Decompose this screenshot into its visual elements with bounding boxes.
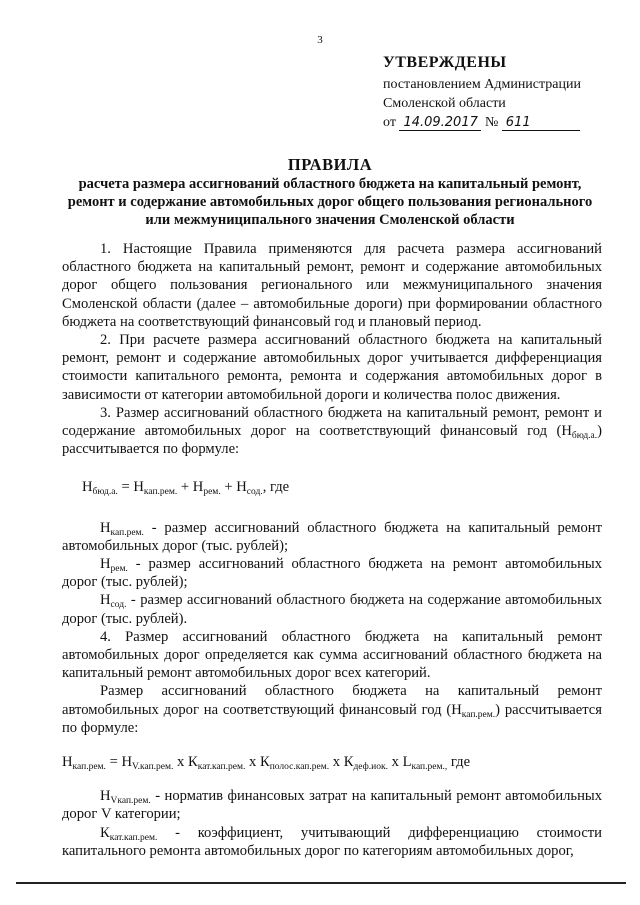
document-title bbox=[60, 156, 600, 229]
formula-total: $Н_{бюд.а.} = Н_{кап.рем.} + Н_{рем.} + Н_{сод.}$, где bbox=[82, 479, 290, 498]
bottom-rule bbox=[16, 882, 626, 884]
title-main: ПРАВИЛА bbox=[287, 155, 373, 174]
approval-line-1: постановлением Администрации bbox=[383, 77, 581, 92]
handwritten-number: 611 bbox=[502, 116, 580, 131]
definition-kkat: $К_{кат.кап.рем.}$ - коэффициент, учитывающий дифференциацию стоимости капитального ремонта автомобильных дорог по категориям автомобильных дорог, bbox=[62, 824, 602, 859]
from-label: от bbox=[383, 115, 396, 130]
page-number: 3 bbox=[317, 34, 323, 46]
paragraph-3: 3. Размер ассигнований областного бюджета на капитальный ремонт, ремонт и содержание автомобильных дорог на соответствующий финансовый год $(Н_{бюд.а.})$ рассчитывается по формуле: bbox=[62, 404, 602, 458]
approval-date-line bbox=[383, 113, 623, 132]
title-subtitle: расчета размера ассигнований областного бюджета на капитальный ремонт, ремонт и содержание автомобильных дорог общего пользования регионального или межмуниципального значения Смоленской области bbox=[67, 176, 593, 228]
definition-rem: $Н_{рем.}$ - размер ассигнований областного бюджета на ремонт автомобильных дорог (тыс. рублей); bbox=[62, 556, 602, 591]
paragraph-4: 4. Размер ассигнований областного бюджета на капитальный ремонт автомобильных дорог определяется как сумма ассигнований областного бюджета на капитальный ремонт автомобильных дорог всех категорий. bbox=[62, 628, 602, 682]
handwritten-date: 14.09.2017 bbox=[399, 116, 481, 131]
number-label: № bbox=[484, 115, 499, 130]
document-body bbox=[62, 240, 602, 860]
definition-nv: $Н_{Vкап.рем.}$ - норматив финансовых затрат на капитальный ремонт автомобильных дорог V категории; bbox=[62, 788, 602, 823]
approval-stamp bbox=[383, 53, 623, 132]
paragraph-2: 2. При расчете размера ассигнований областного бюджета на капитальный ремонт, ремонт и содержание автомобильных дорог учитывается дифференциация стоимости капитального ремонта, ремонта и содержания автомобильных дорог в зависимости от категории автомобильной дороги и количества полос движения. bbox=[62, 332, 602, 403]
formula-kap-rem: $Н_{кап.рем.} = Н_{V.кап.рем.}$ x $К_{кат.кап.рем.}$ x $К_{полос.кап.рем.}$ x $К_{деф.иок.}$ x $L_{кап.рем.,}$ где bbox=[62, 754, 471, 773]
paragraph-5: Размер ассигнований областного бюджета на капитальный ремонт автомобильных дорог на соответствующий финансовый год $(Н_{кап.рем.})$ рассчитывается по формуле: bbox=[62, 683, 602, 736]
approval-line-2: Смоленской области bbox=[383, 96, 506, 111]
approval-heading: УТВЕРЖДЕНЫ bbox=[383, 54, 507, 71]
definition-sod: $Н_{сод.}$ - размер ассигнований областного бюджета на содержание автомобильных дорог (тыс. рублей). bbox=[62, 592, 602, 627]
definition-kap-rem: $Н_{кап.рем.}$ - размер ассигнований областного бюджета на капитальный ремонт автомобильных дорог (тыс. рублей); bbox=[62, 519, 602, 554]
paragraph-1: 1. Настоящие Правила применяются для расчета размера ассигнований областного бюджета на капитальный ремонт, ремонт и содержание автомобильных дорог общего пользования регионального или межмуниципального значения Смоленской области (далее – автомобильные дороги) при формировании областного бюджета на соответствующий финансовый год и плановый период. bbox=[62, 241, 602, 330]
